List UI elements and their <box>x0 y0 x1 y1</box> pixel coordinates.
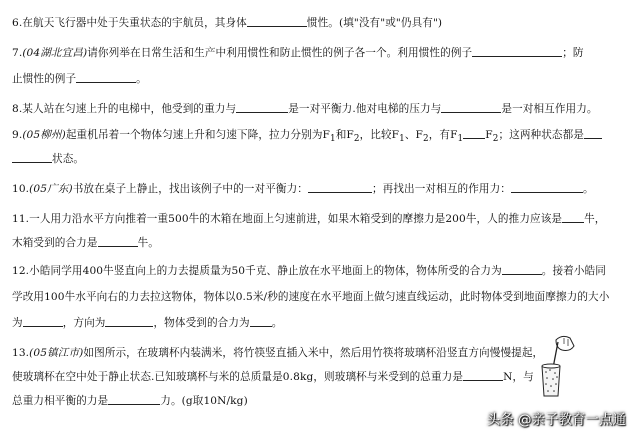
question-13-line-2: 使玻璃杯在空中处于静止状态.已知玻璃杯与米的总质量是0.8kg，则玻璃杯与米受到的总重力是 N，与 <box>12 371 534 383</box>
answer-blank[interactable] <box>463 370 503 381</box>
answer-blank[interactable] <box>562 212 584 223</box>
answer-blank[interactable] <box>105 316 153 327</box>
question-9: 9.(05柳州)起重机吊着一个物体匀速上升和匀速下降，拉力分别为$F_1$和$F_2$，比较$F_1$、$F_2$，有$F_1$ $F_2$；这两种状态都是 <box>12 128 602 146</box>
question-source: (05广东) <box>29 183 73 195</box>
answer-blank[interactable] <box>463 128 485 139</box>
answer-blank[interactable] <box>236 102 288 113</box>
question-11-line-2: 木箱受到的合力是 牛。 <box>12 237 159 249</box>
question-13: 13.(05镇江市)如图所示，在玻璃杯内装满米，将竹筷竖直插入米中，然后用竹筷将玻璃杯沿竖直方向慢慢提起， <box>12 347 544 359</box>
answer-blank[interactable] <box>23 316 63 327</box>
question-9-line-2: 状态。 <box>12 152 84 166</box>
question-12-line-3: 为 ，方向为 ，物体受到的合力为 。 <box>12 317 283 329</box>
answer-blank[interactable] <box>472 46 562 57</box>
answer-blank[interactable] <box>511 182 583 193</box>
answer-blank[interactable] <box>12 152 52 163</box>
rice-glass-illustration <box>534 334 580 400</box>
question-8: 8.某人站在匀速上升的电梯中，他受到的重力与 是一对平衡力.他对电梯的压力与 是一对相互作用力。 <box>12 103 598 115</box>
answer-blank[interactable] <box>108 394 160 405</box>
answer-blank[interactable] <box>584 128 602 139</box>
watermark: 头条 @亲子教育一点通 <box>486 412 626 428</box>
question-source: (05柳州) <box>22 129 66 141</box>
question-12-line-2: 学改用100牛水平向右的力去拉这物体，物体以0.5米/秒的速度在水平地面上做匀速直线运动，此时物体受到地面摩擦力的大小 <box>12 291 610 303</box>
answer-blank[interactable] <box>250 316 272 327</box>
answer-blank[interactable] <box>502 264 542 275</box>
question-7-line-2: 止惯性的例子 。 <box>12 73 147 85</box>
question-10: 10.(05广东)书放在桌子上静止，找出该例子中的一对平衡力： ；再找出一对相互的作用力： 。 <box>12 183 594 195</box>
answer-blank[interactable] <box>247 16 307 27</box>
question-source: (04湖北宜昌) <box>22 47 88 59</box>
question-source: (05镇江市) <box>29 347 84 359</box>
question-6: 6.在航天飞行器中处于失重状态的宇航员，其身体 惯性。(填"没有"或"仍具有") <box>12 17 443 29</box>
answer-blank[interactable] <box>441 102 501 113</box>
answer-blank[interactable] <box>98 236 138 247</box>
answer-blank[interactable] <box>76 72 136 83</box>
question-12: 12.小皓同学用400牛竖直向上的力去提质量为50千克、静止放在水平地面上的物体，物体所受的合力为 。接着小皓同 <box>12 265 606 277</box>
question-7: 7.(04湖北宜昌)请你列举在日常生活和生产中利用惯性和防止惯性的例子各一个。利用惯性的例子 ；防 <box>12 47 584 59</box>
question-11: 11.一人用力沿水平方向推着一重500牛的木箱在地面上匀速前进，如果木箱受到的摩擦力是200牛，人的推力应该是 牛， <box>12 213 606 225</box>
answer-blank[interactable] <box>308 182 372 193</box>
question-13-line-3: 总重力相平衡的力是 力。(g取10N/kg) <box>12 395 248 407</box>
